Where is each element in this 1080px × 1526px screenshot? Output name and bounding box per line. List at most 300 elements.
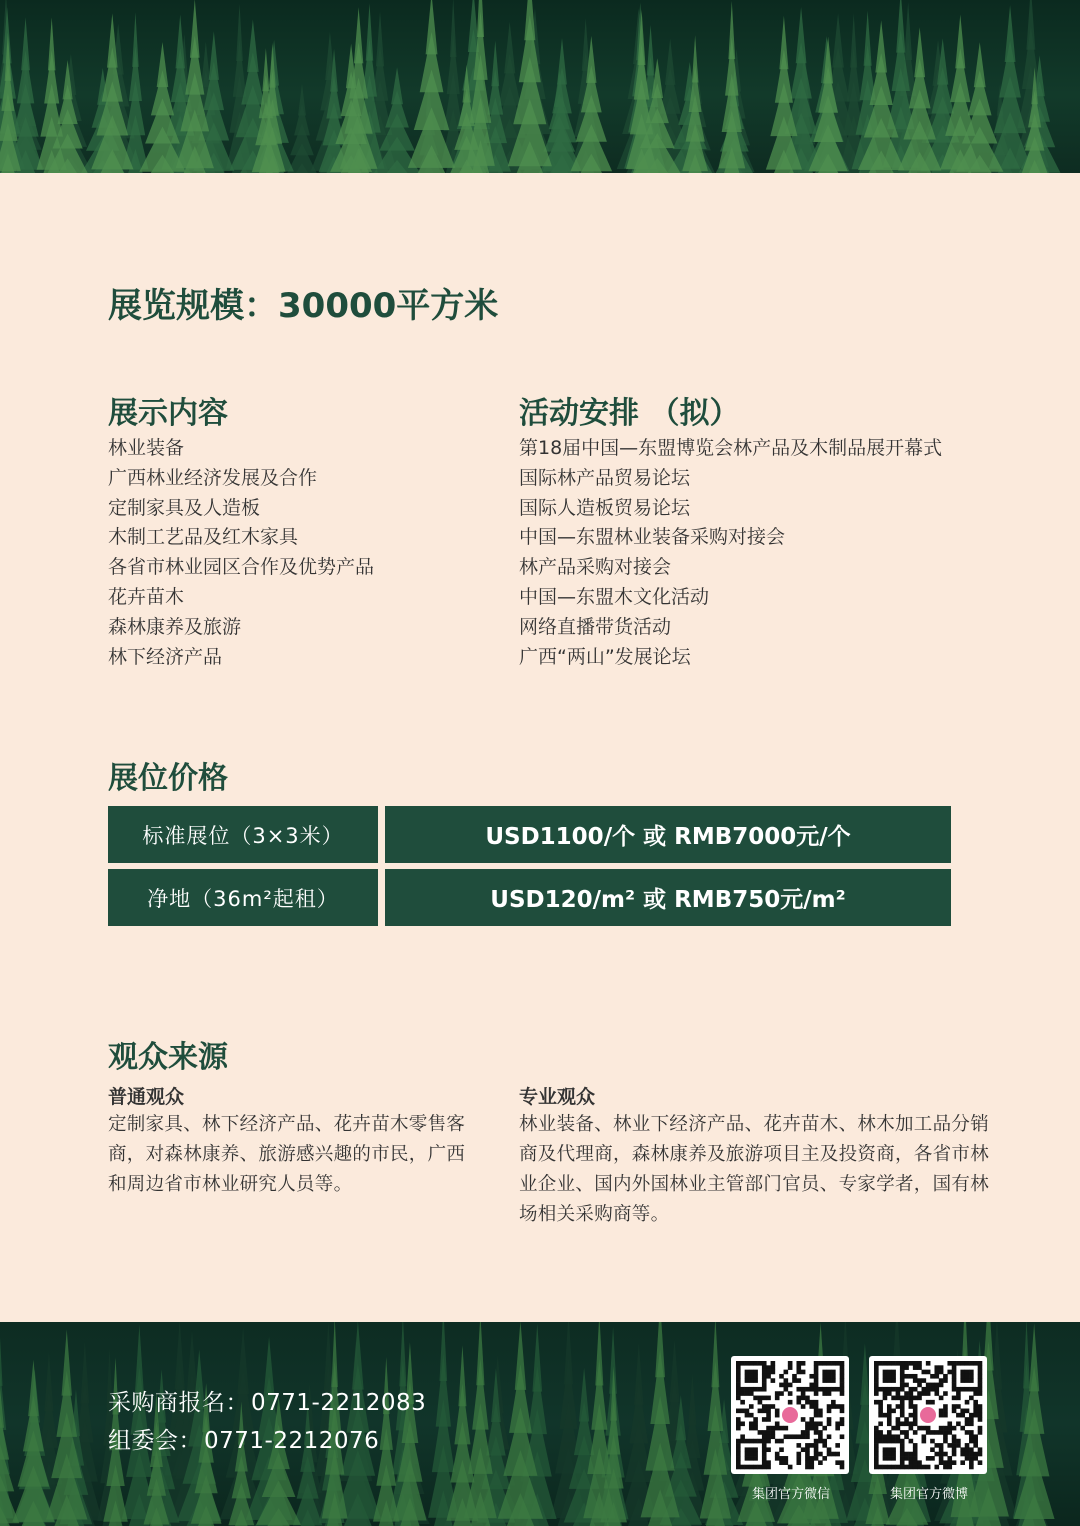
qr-module (960, 1460, 965, 1465)
qr-module (874, 1387, 879, 1392)
qr-module (835, 1387, 840, 1392)
qr-module (758, 1409, 763, 1414)
qr-module (978, 1370, 983, 1375)
qr-module (822, 1439, 827, 1444)
qr-module (745, 1447, 750, 1452)
list-item: 中国—东盟林业装备采购对接会 (519, 526, 786, 549)
qr-module (827, 1391, 832, 1396)
qr-module (831, 1452, 836, 1457)
qr-module (978, 1430, 983, 1435)
qr-module (952, 1426, 957, 1431)
qr-module (814, 1400, 819, 1405)
qr-module (775, 1396, 780, 1401)
qr-module (762, 1370, 767, 1375)
qr-module (762, 1434, 767, 1439)
qr-module (840, 1383, 845, 1388)
qr-module (960, 1361, 965, 1366)
qr-module (887, 1465, 892, 1470)
qr-module (900, 1400, 905, 1405)
qr-module (978, 1378, 983, 1383)
qr-module (740, 1361, 745, 1366)
qr-module (874, 1361, 879, 1366)
general-audience-text: 定制家具、林下经济产品、花卉苗木零售客商，对森林康养、旅游感兴趣的市民，广西和周边省市林业研究人员等。 (108, 1114, 466, 1195)
qr-module (758, 1430, 763, 1435)
qr-module (762, 1465, 767, 1470)
qr-module (822, 1456, 827, 1461)
qr-module (891, 1434, 896, 1439)
qr-module (934, 1365, 939, 1370)
qr-module (969, 1374, 974, 1379)
qr-module (749, 1413, 754, 1418)
qr-module (745, 1413, 750, 1418)
qr-module (965, 1378, 970, 1383)
qr-module (766, 1417, 771, 1422)
qr-module (913, 1387, 918, 1392)
qr-logo-icon (920, 1407, 936, 1423)
qr-module (809, 1374, 814, 1379)
qr-module (801, 1396, 806, 1401)
qr-module (766, 1404, 771, 1409)
qr-module (939, 1460, 944, 1465)
qr-module (891, 1370, 896, 1375)
qr-module (883, 1465, 888, 1470)
committee-phone[interactable]: 0771-2212076 (204, 1428, 380, 1454)
qr-module (969, 1417, 974, 1422)
qr-module (887, 1452, 892, 1457)
qr-module (978, 1361, 983, 1366)
qr-module (822, 1374, 827, 1379)
qr-module (973, 1404, 978, 1409)
qr-module (939, 1413, 944, 1418)
qr-module (796, 1434, 801, 1439)
qr-module (771, 1378, 776, 1383)
qr-module (952, 1370, 957, 1375)
qr-module (762, 1447, 767, 1452)
qr-module (753, 1387, 758, 1392)
qr-module (904, 1417, 909, 1422)
qr-module (939, 1456, 944, 1461)
qr-module (909, 1404, 914, 1409)
qr-module (883, 1452, 888, 1457)
qr-module (952, 1409, 957, 1414)
qr-module (930, 1383, 935, 1388)
qr-module (762, 1443, 767, 1448)
qr-module (818, 1387, 823, 1392)
qr-module (900, 1452, 905, 1457)
qr-module (896, 1421, 901, 1426)
qr-module (909, 1439, 914, 1444)
qr-module (934, 1391, 939, 1396)
qr-module (771, 1365, 776, 1370)
qr-module (939, 1378, 944, 1383)
qr-module (878, 1439, 883, 1444)
qr-module (978, 1404, 983, 1409)
qr-module (835, 1426, 840, 1431)
qr-module (792, 1374, 797, 1379)
qr-module (779, 1447, 784, 1452)
qr-module (878, 1465, 883, 1470)
qr-module (909, 1413, 914, 1418)
qr-module (753, 1396, 758, 1401)
qr-module (926, 1426, 931, 1431)
qr-module (973, 1400, 978, 1405)
qr-module (775, 1413, 780, 1418)
qr-module (883, 1391, 888, 1396)
qr-module (775, 1439, 780, 1444)
qr-module (900, 1447, 905, 1452)
qr-module (796, 1456, 801, 1461)
qr-module (779, 1374, 784, 1379)
qr-module (779, 1456, 784, 1461)
qr-logo-icon (782, 1407, 798, 1423)
qr-module (973, 1413, 978, 1418)
qr-module (874, 1426, 879, 1431)
qr-module (840, 1387, 845, 1392)
qr-module (909, 1421, 914, 1426)
qr-module (766, 1465, 771, 1470)
buyer-registration-label: 采购商报名： (108, 1390, 249, 1416)
qr-module (814, 1370, 819, 1375)
qr-module (978, 1413, 983, 1418)
qr-module (883, 1396, 888, 1401)
qr-module (939, 1426, 944, 1431)
qr-module (913, 1404, 918, 1409)
qr-module (827, 1434, 832, 1439)
qr-module (913, 1417, 918, 1422)
qr-module (818, 1460, 823, 1465)
qr-module (874, 1430, 879, 1435)
qr-module (736, 1378, 741, 1383)
qr-module (796, 1452, 801, 1457)
qr-module (887, 1361, 892, 1366)
qr-module (779, 1426, 784, 1431)
exhibits-list (108, 434, 374, 672)
qr-module (745, 1370, 750, 1375)
qr-module (814, 1443, 819, 1448)
qr-module (943, 1391, 948, 1396)
qr-module (814, 1378, 819, 1383)
qr-module (883, 1378, 888, 1383)
exhibition-scale-heading (108, 278, 498, 327)
qr-module (900, 1396, 905, 1401)
booth-standard-label: 标准展位（3×3米） (108, 806, 378, 863)
qr-module (805, 1421, 810, 1426)
qr-module (775, 1391, 780, 1396)
qr-module (965, 1447, 970, 1452)
qr-module (926, 1391, 931, 1396)
qr-module (749, 1447, 754, 1452)
qr-module (758, 1387, 763, 1392)
qr-module (900, 1383, 905, 1388)
qr-module (749, 1361, 754, 1366)
qr-module (909, 1396, 914, 1401)
qr-module (801, 1361, 806, 1366)
qr-module (973, 1439, 978, 1444)
qr-module (904, 1361, 909, 1366)
qr-module (809, 1456, 814, 1461)
qr-module (749, 1452, 754, 1457)
qr-module (913, 1465, 918, 1470)
qr-module (874, 1391, 879, 1396)
qr-module (909, 1456, 914, 1461)
qr-module (891, 1447, 896, 1452)
activities-title: 活动安排 （拟） (519, 396, 740, 431)
qr-module (943, 1434, 948, 1439)
qr-module (874, 1365, 879, 1370)
qr-module (814, 1456, 819, 1461)
qr-module (779, 1460, 784, 1465)
qr-module (762, 1452, 767, 1457)
qr-module (939, 1443, 944, 1448)
qr-module (736, 1383, 741, 1388)
qr-module (805, 1400, 810, 1405)
qr-module (917, 1378, 922, 1383)
qr-module (952, 1387, 957, 1392)
qr-module (904, 1421, 909, 1426)
qr-module (805, 1426, 810, 1431)
qr-module (956, 1421, 961, 1426)
qr-module (922, 1378, 927, 1383)
qr-module (762, 1396, 767, 1401)
qr-module (965, 1400, 970, 1405)
qr-module (917, 1383, 922, 1388)
qr-module (753, 1439, 758, 1444)
qr-module (749, 1391, 754, 1396)
qr-module (753, 1370, 758, 1375)
qr-module (814, 1452, 819, 1457)
qr-module (913, 1456, 918, 1461)
qr-module (814, 1391, 819, 1396)
qr-module (766, 1434, 771, 1439)
qr-module (883, 1434, 888, 1439)
qr-module (887, 1409, 892, 1414)
qr-module (969, 1396, 974, 1401)
qr-module (947, 1370, 952, 1375)
qr-module (775, 1456, 780, 1461)
qr-module (896, 1426, 901, 1431)
qr-module (788, 1465, 793, 1470)
list-item: 广西林业经济发展及合作 (108, 466, 318, 489)
qr-module (740, 1387, 745, 1392)
qr-module (758, 1361, 763, 1366)
qr-module (878, 1361, 883, 1366)
qr-module (814, 1426, 819, 1431)
qr-module (887, 1374, 892, 1379)
qr-module (900, 1387, 905, 1392)
qr-code-icon[interactable] (731, 1356, 849, 1474)
qr-module (749, 1404, 754, 1409)
qr-module (801, 1404, 806, 1409)
qr-module (891, 1374, 896, 1379)
qr-module (766, 1370, 771, 1375)
qr-module (818, 1439, 823, 1444)
qr-module (887, 1391, 892, 1396)
qr-module (874, 1452, 879, 1457)
qr-module (891, 1387, 896, 1392)
qr-module (900, 1365, 905, 1370)
list-item: 第18届中国—东盟博览会林产品及木制品展开幕式 (519, 437, 943, 459)
qr-module (805, 1396, 810, 1401)
qr-module (745, 1391, 750, 1396)
qr-module (831, 1374, 836, 1379)
qr-module (801, 1434, 806, 1439)
qr-module (835, 1443, 840, 1448)
qr-module (891, 1409, 896, 1414)
qr-module (796, 1365, 801, 1370)
qr-module (736, 1370, 741, 1375)
qr-module (814, 1404, 819, 1409)
list-item: 森林康养及旅游 (108, 615, 242, 638)
qr-module (809, 1387, 814, 1392)
list-item: 国际人造板贸易论坛 (519, 496, 691, 519)
qr-module (753, 1417, 758, 1422)
qr-module (736, 1460, 741, 1465)
qr-module (922, 1426, 927, 1431)
qr-module (978, 1391, 983, 1396)
qr-module (835, 1404, 840, 1409)
qr-module (960, 1378, 965, 1383)
qr-module (749, 1421, 754, 1426)
qr-module (913, 1430, 918, 1435)
qr-module (904, 1465, 909, 1470)
list-item: 各省市林业园区合作及优势产品 (108, 556, 375, 579)
qr-module (939, 1452, 944, 1457)
qr-module (934, 1387, 939, 1392)
qr-module (749, 1378, 754, 1383)
qr-module (956, 1387, 961, 1392)
qr-module (745, 1465, 750, 1470)
qr-module (965, 1374, 970, 1379)
buyer-registration-contact (108, 1384, 426, 1417)
qr-module (788, 1365, 793, 1370)
qr-module (909, 1374, 914, 1379)
qr-module (818, 1434, 823, 1439)
qr-module (960, 1413, 965, 1418)
qr-module (917, 1396, 922, 1401)
qr-module (939, 1383, 944, 1388)
qr-module (909, 1426, 914, 1431)
qr-module (904, 1434, 909, 1439)
qr-module (969, 1465, 974, 1470)
qr-module (896, 1361, 901, 1366)
qr-module (969, 1456, 974, 1461)
qr-module (840, 1460, 845, 1465)
qr-module (874, 1439, 879, 1444)
qr-module (934, 1465, 939, 1470)
qr-module (818, 1409, 823, 1414)
qr-module (818, 1361, 823, 1366)
list-item: 林产品采购对接会 (519, 556, 672, 579)
qr-module (904, 1383, 909, 1388)
committee-label: 组委会： (108, 1428, 202, 1454)
qr-module (900, 1361, 905, 1366)
qr-module (891, 1361, 896, 1366)
qr-module (753, 1361, 758, 1366)
qr-module (766, 1447, 771, 1452)
qr-module (913, 1378, 918, 1383)
qr-module (762, 1460, 767, 1465)
qr-module (818, 1452, 823, 1457)
qr-module (840, 1374, 845, 1379)
qr-module (779, 1383, 784, 1388)
qr-module (827, 1421, 832, 1426)
qr-module (978, 1447, 983, 1452)
qr-module (947, 1460, 952, 1465)
qr-module (930, 1387, 935, 1392)
qr-module (896, 1387, 901, 1392)
qr-module (947, 1361, 952, 1366)
qr-module (809, 1421, 814, 1426)
weibo-qr-block (869, 1356, 989, 1502)
list-item: 广西“两山”发展论坛 (519, 645, 691, 668)
qr-module (969, 1378, 974, 1383)
qr-module (934, 1374, 939, 1379)
qr-module (969, 1361, 974, 1366)
qr-module (891, 1456, 896, 1461)
qr-module (801, 1430, 806, 1435)
qr-module (887, 1404, 892, 1409)
qr-module (822, 1378, 827, 1383)
qr-module (917, 1391, 922, 1396)
qr-module (831, 1404, 836, 1409)
professional-audience-text: 林业装备、林业下经济产品、花卉苗木、林木加工品分销商及代理商，森林康养及旅游项目主及投资商，各省市林业企业、国内外国林业主管部门官员、专家学者，国有林场相关采购商等。 (519, 1114, 990, 1225)
qr-module (740, 1409, 745, 1414)
list-item: 林业装备 (108, 437, 185, 459)
qr-module (831, 1370, 836, 1375)
qr-module (978, 1452, 983, 1457)
qr-module (814, 1439, 819, 1444)
qr-module (891, 1426, 896, 1431)
list-item: 定制家具及人造板 (108, 496, 261, 519)
qr-module (930, 1374, 935, 1379)
qr-module (822, 1387, 827, 1392)
qr-module (922, 1434, 927, 1439)
qr-code-icon[interactable] (869, 1356, 987, 1474)
qr-module (840, 1417, 845, 1422)
qr-module (917, 1465, 922, 1470)
qr-module (926, 1387, 931, 1392)
qr-module (887, 1421, 892, 1426)
qr-module (978, 1409, 983, 1414)
qr-module (749, 1387, 754, 1392)
qr-module (736, 1421, 741, 1426)
list-item: 花卉苗木 (108, 585, 185, 608)
qr-module (939, 1370, 944, 1375)
professional-audience-title: 专业观众 (519, 1086, 596, 1108)
qr-module (978, 1460, 983, 1465)
qr-module (896, 1417, 901, 1422)
qr-module (913, 1396, 918, 1401)
qr-module (814, 1387, 819, 1392)
qr-module (887, 1413, 892, 1418)
qr-module (796, 1443, 801, 1448)
qr-module (788, 1400, 793, 1405)
qr-module (831, 1400, 836, 1405)
qr-module (736, 1452, 741, 1457)
qr-module (792, 1434, 797, 1439)
qr-module (887, 1417, 892, 1422)
qr-module (926, 1465, 931, 1470)
qr-module (801, 1417, 806, 1422)
qr-module (930, 1430, 935, 1435)
buyer-registration-phone[interactable]: 0771-2212083 (251, 1390, 427, 1416)
qr-module (917, 1365, 922, 1370)
qr-module (758, 1400, 763, 1405)
qr-module (883, 1374, 888, 1379)
qr-module (960, 1370, 965, 1375)
qr-module (827, 1409, 832, 1414)
qr-module (965, 1452, 970, 1457)
